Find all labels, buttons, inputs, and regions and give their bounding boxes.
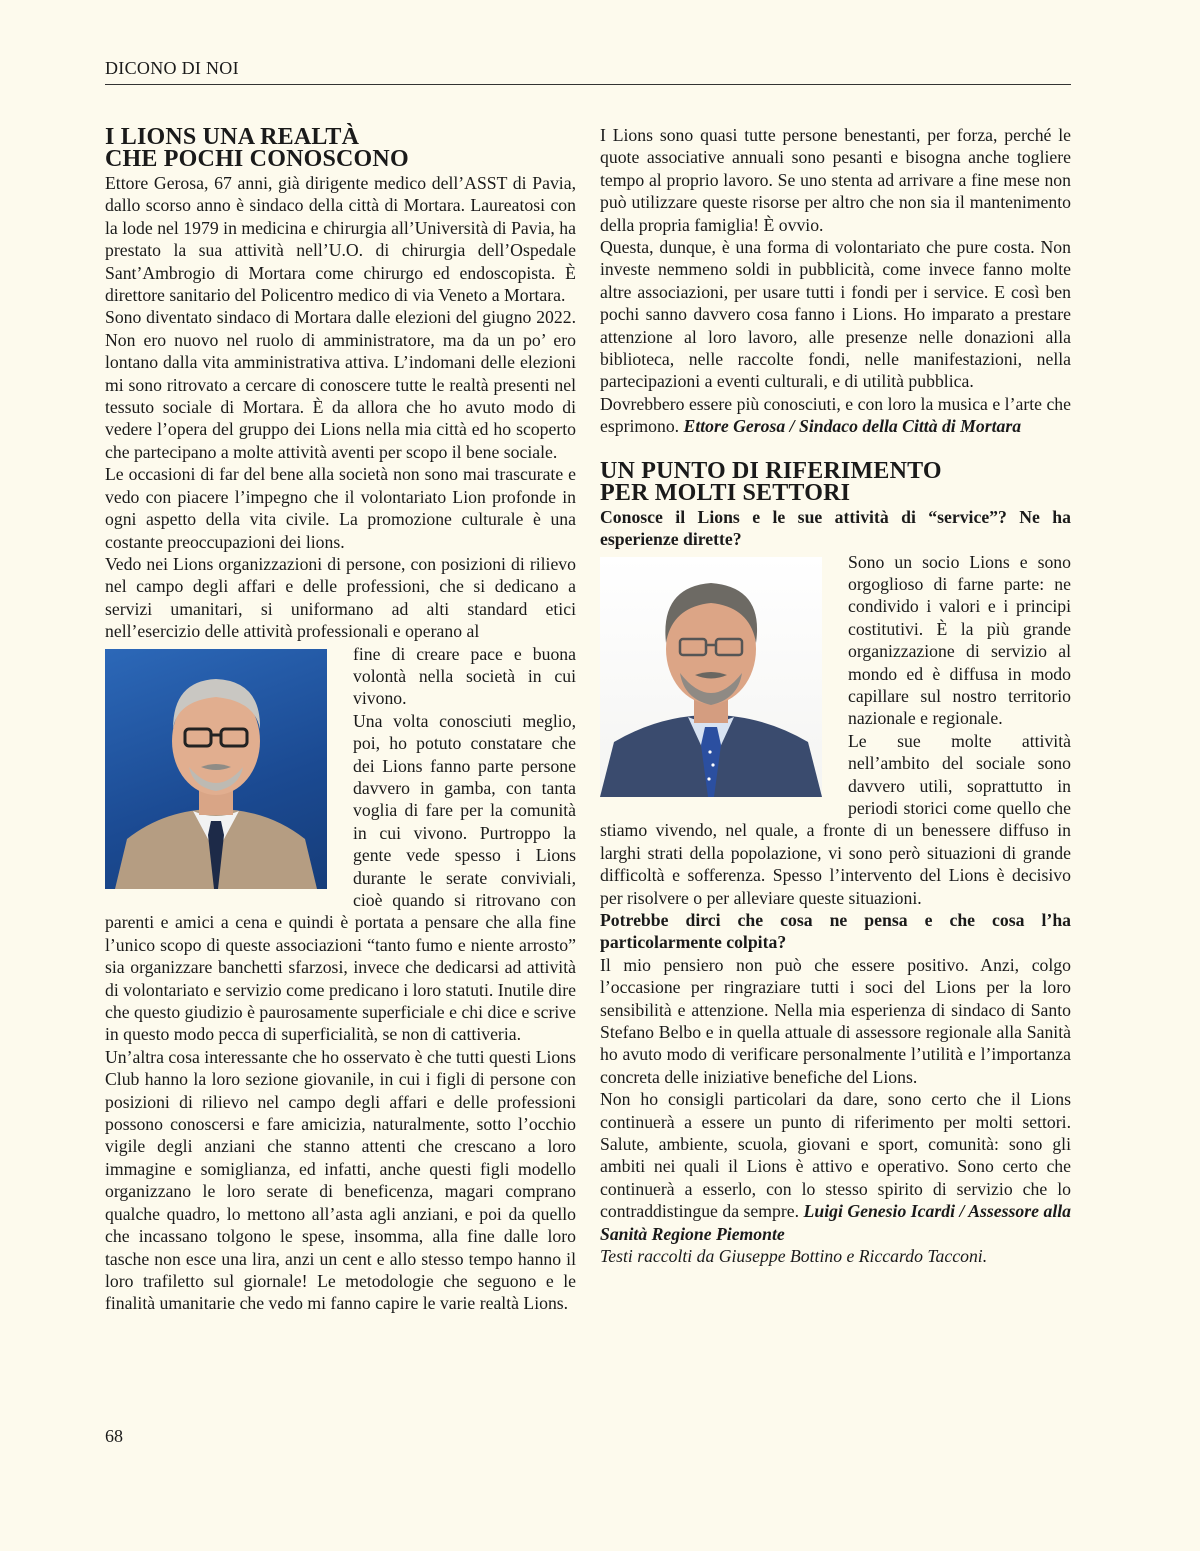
article2-title-line2: PER MOLTI SETTORI bbox=[600, 479, 851, 506]
article2-signature: Luigi Genesio Icardi / Assessore alla Sanità Regione Piemonte bbox=[600, 1201, 1071, 1244]
article1-paragraph: Questa, dunque, è una forma di volontariato che pure costa. Non investe nemmeno soldi in pubblicità, come invece fanno molte altre associazioni, per usare tutti i fondi per i service. E così ben pochi sanno davvero cosa fanno i Lions. Ho imparato a prestare attenzione al loro lavoro, alle presenze nelle donazioni alla biblioteca, nelle raccolte fondi, nelle manifestazioni, nella partecipazioni a eventi culturali, e di utilità pubblica. bbox=[600, 237, 1071, 392]
portrait-ettore-gerosa bbox=[105, 649, 327, 889]
credits-line: Testi raccolti da Giuseppe Bottino e Riccardo Tacconi. bbox=[600, 1246, 988, 1267]
interview-answer: Le sue molte attività nell’ambito del sociale sono davvero utili, soprattutto in periodi storici come quello che stiamo vivendo, nel quale, a fronte di un benessere diffuso in larghi strati della popolazione, vi sono però situazioni di grande difficoltà e sofferenza. Spesso l’intervento del Lions è decisivo per risolvere o per alleviare queste situazioni. bbox=[600, 730, 1071, 908]
right-column bbox=[600, 124, 1071, 1268]
article1-paragraph: Vedo nei Lions organizzazioni di persone, con posizioni di rilievo nel campo degli affari e delle professioni, che si dedicano a servizi umanitari, si uniformano ad alti standard etici nell’esercizio delle attività professionali e operano al bbox=[105, 553, 576, 642]
article1-paragraph: fine di creare pace e buona volontà nella società in cui vivono. bbox=[353, 643, 576, 709]
interview-question: Conosce il Lions e le sue attività di “service”? Ne ha esperienze dirette? bbox=[600, 506, 1071, 550]
article1-closing-paragraph bbox=[600, 393, 1071, 438]
left-column bbox=[105, 108, 576, 1315]
running-head-section: DICONO DI NOI bbox=[105, 58, 239, 78]
article1-signature: Ettore Gerosa / Sindaco della Città di Mortara bbox=[683, 416, 1022, 437]
interview-question: Potrebbe dirci che cosa ne pensa e che cosa l’ha particolarmente colpita? bbox=[600, 910, 1071, 953]
article1-paragraph: Le occasioni di far del bene alla società non sono mai trascurate e vedo con piacere l’impegno che il volontariato Lion profonde in ogni aspetto della vita civile. La promozione culturale è una costante preoccupazioni dei lions. bbox=[105, 464, 576, 552]
article1-title-line2: CHE POCHI CONOSCONO bbox=[105, 146, 409, 172]
interview-answer-text: Non ho consigli particolari da dare, sono certo che il Lions continuerà a essere un punto di riferimento per molti settori. Salute, ambiente, scuola, giovani e sport, comunità: sono gli ambiti nei quali il Lions è attivo e operativo. Sono certo che continuerà a esserlo, con lo stesso spirito di servizio che lo contraddistingue da sempre. bbox=[600, 1089, 1071, 1222]
article1-paragraph: Un’altra cosa interessante che ho osservato è che tutti questi Lions Club hanno la loro sezione giovanile, in cui i figli di persone con posizioni di rilievo nel campo degli affari e delle professioni possono conoscersi e fare amicizia, naturalmente, sotto l’occhio vigile degli anziani che stanno attenti che crescano a loro immagine e somiglianza, ed infatti, anche questi figli modello organizzano le loro serate di beneficenza, magari comprano qualche quadro, lo mettono all’asta agli anziani, e poi da quello che incassano tolgono le spese, insomma, alla fine dalle loro tasche non esce una lira, anzi un cent e allo stesso tempo hanno il loro trafiletto sul giornale! Le metodologie che seguono e le finalità umanitarie che vedo mi fanno capire le varie realtà Lions. bbox=[105, 1046, 576, 1314]
portrait-man-with-glasses-icon bbox=[600, 557, 822, 797]
article1-paragraph: Una volta conosciuti meglio, poi, ho potuto constatare che dei Lions fanno parte persone davvero in gamba, con tanta voglia di fare per la comunità in cui vivono. Purtroppo la gente vede spesso i Lions durante le serate conviviali, cioè quando si ritrovano con parenti e amici a cena e quindi è portata a pensare che alla fine l’unico scopo di queste associazioni “tanto fumo e niente arrosto” sia organizzare banchetti sfarzosi, invece che dedicarsi ad attività di volontariato e servizio come predicano i loro statuti. Inutile dire che questo giudizio è paurosamente superficiale e chi dice e scrive in questo modo pecca di superficialità, se non di cattiveria. bbox=[105, 710, 576, 1045]
header-rule bbox=[105, 84, 1071, 85]
interview-answer: Il mio pensiero non può che essere positivo. Anzi, colgo l’occasione per ringraziare tutti i soci del Lions per la loro sensibilità e attenzione. Nella mia esperienza di sindaco di Santo Stefano Belbo e in quella attuale di assessore regionale alla Sanità ho avuto modo di verificare personalmente l’utilità e l’importanza concreta delle iniziative benefiche del Lions. bbox=[600, 954, 1071, 1087]
article2-title-line1: UN PUNTO DI RIFERIMENTO bbox=[600, 457, 942, 484]
article1-paragraph: Ettore Gerosa, 67 anni, già dirigente medico dell’ASST di Pavia, dallo scorso anno è sindaco della città di Mortara. Laureatosi con la lode nel 1979 in medicina e chirurgia all’Università di Pavia, ha prestato la sua attività nell’U.O. di chirurgia dell’Ospedale Sant’Ambrogio di Mortara come chirurgo ed endoscopista. È direttore sanitario del Policentro medico di via Veneto a Mortara. bbox=[105, 173, 576, 306]
page-number: 68 bbox=[105, 1426, 123, 1446]
article1-paragraph: Sono diventato sindaco di Mortara dalle elezioni del giugno 2022. Non ero nuovo nel ruolo di amministratore, ma da un po’ ero lontano dalla vita amministrativa attiva. L’indomani delle elezioni mi sono ritrovato a cercare di conoscere tutte le realtà presenti nel tessuto sociale di Mortara. È da allora che ho avuto modo di vedere l’opera del gruppo dei Lions nella mia città ed ho scoperto che partecipano a molte attività aventi per scopo il bene sociale. bbox=[105, 307, 576, 462]
interview-closing-paragraph bbox=[600, 1088, 1071, 1245]
article2-title bbox=[600, 457, 1071, 506]
interview-answer: Sono un socio Lions e sono orgoglioso di farne parte: ne condivido i valori e i principi costitutivi. È la più grande organizzazione di servizio al mondo ed è diffusa in modo capillare sul nostro territorio nazionale e regionale. bbox=[848, 551, 1071, 729]
article1-title bbox=[105, 126, 576, 170]
article1-closing-text: Dovrebbero essere più conosciuti, e con loro la musica e l’arte che esprimono. bbox=[600, 393, 1071, 437]
article1-paragraph: I Lions sono quasi tutte persone benestanti, per forza, perché le quote associative annuali sono pesanti e bisogna anche togliere tempo al proprio lavoro. Se uno stenta ad arrivare a fine mese non può utilizzare queste risorse per altro che non sia il mantenimento della propria famiglia! È ovvio. bbox=[600, 125, 1071, 235]
article1-title-line1: I LIONS UNA REALTÀ bbox=[105, 124, 360, 150]
portrait-luigi-genesio-icardi bbox=[600, 557, 822, 797]
portrait-man-with-glasses-icon bbox=[105, 649, 327, 889]
